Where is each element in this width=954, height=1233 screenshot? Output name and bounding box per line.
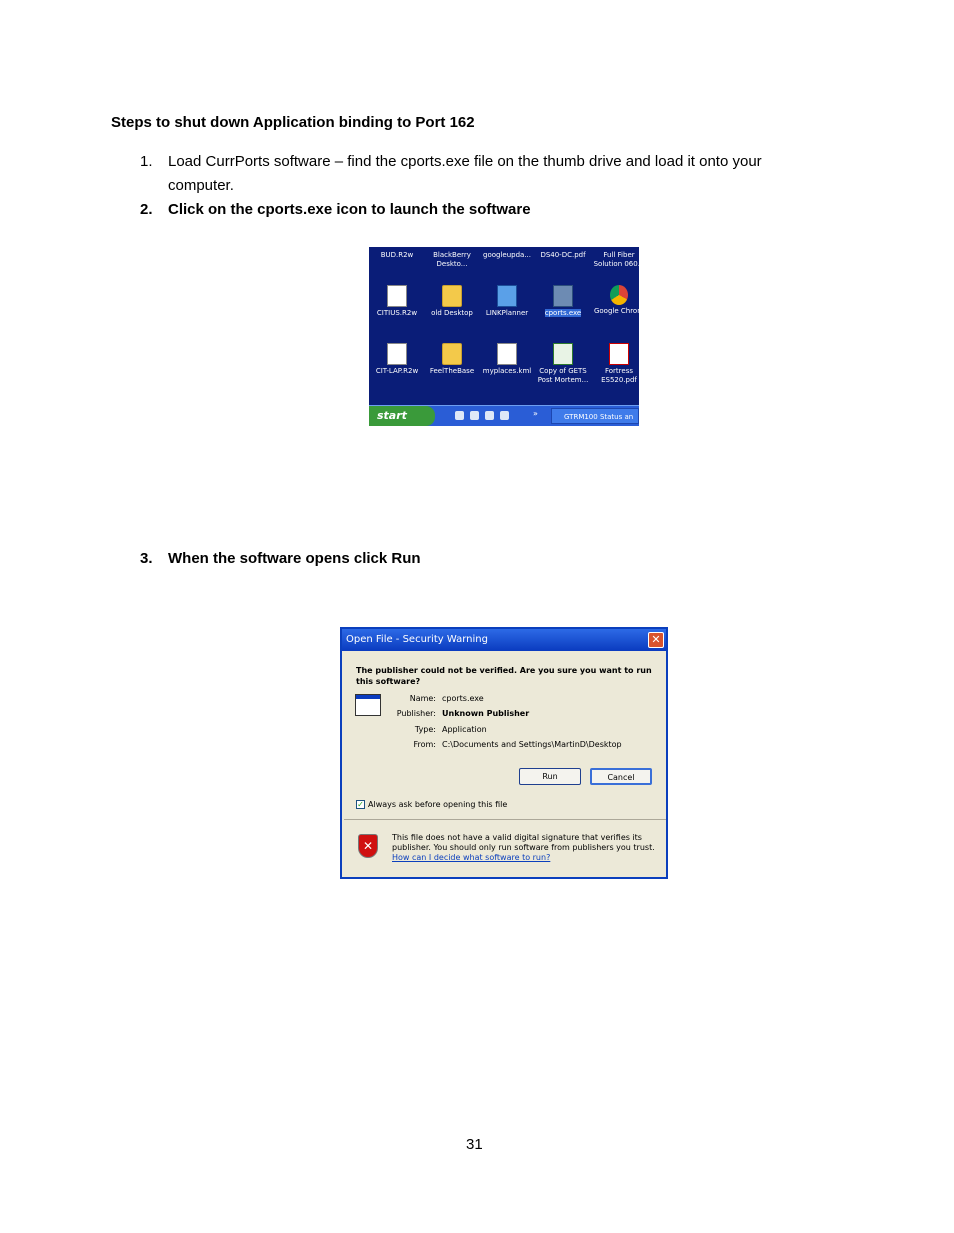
section-heading: Steps to shut down Application binding to Port 162 [111,114,475,131]
chrome-icon [610,285,628,305]
desktop-icon[interactable] [424,251,480,269]
quick-launch-icon[interactable] [470,411,479,420]
security-warning-dialog [340,627,668,879]
help-link[interactable]: How can I decide what software to run? [392,853,551,862]
dialog-question: The publisher could not be verified. Are you sure you want to run this software? [356,666,652,686]
step-number: 2. [140,201,153,218]
desktop-icon[interactable] [369,343,425,376]
desktop-icon-label: cports.exe [544,309,582,317]
desktop-icon[interactable] [591,343,647,385]
desktop-icon[interactable] [369,285,425,318]
name-value: cports.exe [442,694,484,703]
cports-desktop-icon[interactable] [535,285,591,318]
desktop-icon-label: Full Fiber Solution 060... [593,251,645,268]
shield-warning-icon: ✕ [358,834,378,858]
document-icon [387,285,407,307]
type-value: Application [442,725,487,734]
kml-file-icon [497,343,517,365]
chevron-right-icon[interactable]: » [533,409,538,418]
desktop-icon-label: myplaces.kml [482,367,532,375]
quick-launch-icon[interactable] [485,411,494,420]
desktop-icon[interactable] [535,251,591,260]
network-app-icon [553,285,573,307]
step-text-line2: computer. [168,177,234,194]
spreadsheet-icon [553,343,573,365]
desktop-icon-label: CIT-LAP.R2w [375,367,419,375]
cancel-button[interactable]: Cancel [590,768,652,785]
document-icon [387,343,407,365]
step-3 [140,547,840,571]
desktop-icon-label: BlackBerry Deskto... [433,251,471,268]
always-ask-checkbox[interactable]: ✓ [357,800,364,809]
run-button[interactable]: Run [519,768,581,785]
desktop-icon[interactable] [591,251,647,269]
folder-icon [442,343,462,365]
warning-text-block [392,833,660,863]
desktop-screenshot [369,247,645,426]
step-text-line1: Load CurrPorts software – find the cports.exe file on the thumb drive and load it onto your [168,153,762,170]
name-label: Name: [409,694,436,703]
step-number: 3. [140,550,153,567]
step-text: Click on the cports.exe icon to launch the software [168,201,531,218]
desktop-icon[interactable] [369,251,425,260]
desktop-icon-label: DS40-DC.pdf [540,251,586,259]
dialog-title: Open File - Security Warning [342,629,666,651]
warning-section [342,820,666,877]
desktop-icon-label: CITIUS.R2w [376,309,418,317]
desktop-icon-label: old Desktop [431,309,473,317]
taskbar [369,405,639,426]
desktop-icon-label: BUD.R2w [380,251,414,259]
start-button[interactable]: start [369,406,435,426]
type-label: Type: [414,725,436,734]
desktop-icon[interactable] [591,285,647,316]
page-number: 31 [466,1136,483,1153]
close-button[interactable]: ✕ [648,632,664,648]
publisher-label: Publisher: [396,709,436,718]
desktop-icon-label: Google Chrom [593,307,645,315]
desktop-icon-label: googleupda... [483,251,531,259]
desktop-icon[interactable] [479,343,535,376]
step-1 [140,150,840,198]
map-icon [497,285,517,307]
desktop-icon-label: Copy of GETS Post Mortem... [537,367,589,384]
desktop-icon[interactable] [424,343,480,376]
ie-icon[interactable] [455,411,464,420]
checkbox-label: Always ask before opening this file [368,800,508,809]
desktop-icon-label: FeelTheBase [429,367,475,375]
desktop-icon-label: Fortress ES520.pdf [601,367,637,384]
from-value: C:\Documents and Settings\MartinD\Desktop [442,740,622,749]
from-label: From: [413,740,436,749]
quick-launch-icon[interactable] [500,411,509,420]
step-text: When the software opens click Run [168,550,421,567]
desktop-icon[interactable] [535,343,591,385]
publisher-value: Unknown Publisher [442,709,530,718]
folder-icon [442,285,462,307]
desktop-icon[interactable] [424,285,480,318]
desktop-icon[interactable] [479,285,535,318]
step-number: 1. [140,153,153,170]
desktop-icon-label: LINKPlanner [485,309,529,317]
desktop-icon[interactable] [479,251,535,260]
warning-text: This file does not have a valid digital signature that verifies its publisher. You should only run software from publishers you trust. [392,833,655,852]
pdf-icon [609,343,629,365]
taskbar-item[interactable]: GTRM100 Status an [551,408,639,424]
step-2 [140,198,840,222]
